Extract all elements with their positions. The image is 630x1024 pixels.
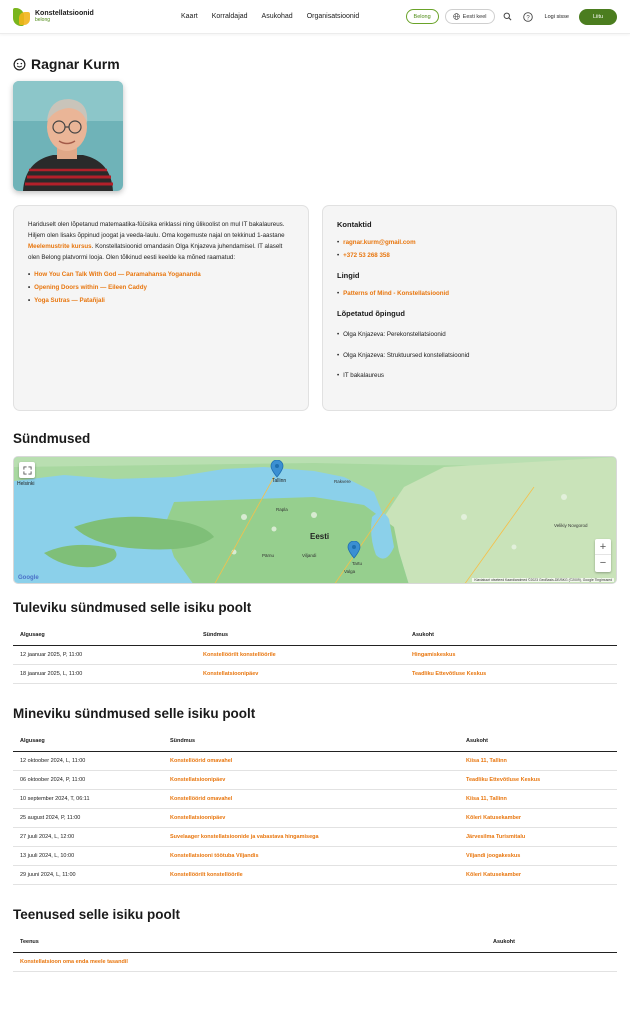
event-date: 06 oktoober 2024, P, 11:00 <box>13 771 163 790</box>
zoom-out-button[interactable]: − <box>599 557 607 569</box>
globe-icon <box>453 13 460 20</box>
studies-list <box>337 325 602 386</box>
location-link[interactable]: Järvesilma Turismitalu <box>459 828 617 847</box>
main-nav <box>181 13 359 20</box>
events-map[interactable] <box>13 456 617 584</box>
nav-item-organisatsioonid[interactable]: Organisatsioonid <box>306 13 360 20</box>
map-attribution[interactable]: Klaviatuuri otseteed Kaardiandmed ©2023 GeoBasis-DE/BKG (©2009), Google Tingimused <box>474 578 612 582</box>
event-date: 12 jaanuar 2025, P, 11:00 <box>13 646 196 665</box>
table-row <box>13 828 617 847</box>
bio-text <box>28 220 294 263</box>
column-header: Algusaeg <box>13 731 163 752</box>
book-link[interactable]: • How You Can Talk With God — Paramahansa Yogananda <box>28 268 294 281</box>
contacts-list <box>337 236 602 262</box>
logo-name: Konstellatsioonid <box>35 9 94 17</box>
column-header: Teenus <box>13 932 486 953</box>
event-link[interactable]: Suvelaager konstellatsioonide ja vabastava hingamisega <box>163 828 459 847</box>
column-header: Asukoht <box>405 625 617 646</box>
event-link[interactable]: Konstellatsiooni töötuba Viljandis <box>163 847 459 866</box>
external-link[interactable]: Patterns of Mind - Konstellatsioonid <box>343 290 450 298</box>
map-label: Helsinki <box>17 481 35 487</box>
event-date: 12 oktoober 2024, L, 11:00 <box>13 752 163 771</box>
column-header: Sündmus <box>196 625 405 646</box>
bio-text-part-1: Hariduselt olen lõpetanud matemaatika-füüsika eriklassi ning ülikoolist on mul IT bakalaureus. Hiljem olen lisaks õppinud joogat ja veeda-laulu. Oma kogemuste najal on tekkinud 1-aastane <box>28 221 285 239</box>
nav-item-asukohad[interactable]: Asukohad <box>261 13 293 20</box>
event-link[interactable]: Konstellöörid omavahel <box>163 752 459 771</box>
event-link[interactable]: Konstellatsioonipäev <box>163 809 459 828</box>
page-title: Ragnar Kurm <box>31 56 120 72</box>
past-events-heading: Mineviku sündmused selle isiku poolt <box>13 706 256 721</box>
book-list <box>28 268 294 307</box>
table-row <box>13 809 617 828</box>
map-label: Rapla <box>276 507 288 512</box>
bio-card <box>13 205 309 411</box>
table-row <box>13 790 617 809</box>
map-marker-icon[interactable] <box>347 541 361 559</box>
links-heading: Lingid <box>337 271 360 281</box>
search-icon <box>503 12 512 21</box>
nav-item-kaart[interactable]: Kaart <box>181 13 198 20</box>
help-button[interactable] <box>521 10 535 24</box>
event-date: 25 august 2024, P, 11:00 <box>13 809 163 828</box>
avatar <box>13 81 123 191</box>
table-row <box>13 953 617 972</box>
language-button[interactable] <box>445 9 495 24</box>
event-date: 18 jaanuar 2025, L, 11:00 <box>13 665 196 684</box>
event-link[interactable]: Konstellöörid omavahel <box>163 790 459 809</box>
logo-sub: belong <box>35 16 51 23</box>
profile-title-row <box>13 56 617 72</box>
event-link[interactable]: Konstellöörilt konstellöörile <box>196 646 405 665</box>
phone-link[interactable]: +372 53 268 358 <box>343 252 390 260</box>
map-label: Viljandi <box>302 553 317 558</box>
event-date: 27 juuli 2024, L, 12:00 <box>13 828 163 847</box>
map-label: Valga <box>344 569 356 574</box>
column-header: Algusaeg <box>13 625 196 646</box>
location-link[interactable]: Kiisa 11, Tallinn <box>459 790 617 809</box>
language-label: Eesti keel <box>462 13 487 20</box>
studies-heading: Lõpetatud õpingud <box>337 309 405 319</box>
map-label: Pärnu <box>262 553 275 558</box>
location-link[interactable]: Kõleri Katusekamber <box>459 866 617 885</box>
top-header <box>0 0 630 34</box>
location-link[interactable]: Teadliku Ettevõtluse Keskus <box>459 771 617 790</box>
map-label: Tartu <box>352 561 363 566</box>
map-label: Velikiy Novgorod <box>554 523 588 528</box>
services-heading: Teenused selle isiku poolt <box>13 907 181 922</box>
past-events-table <box>13 731 617 885</box>
table-row <box>13 866 617 885</box>
search-button[interactable] <box>501 10 515 24</box>
table-row <box>13 771 617 790</box>
event-link[interactable]: Konstellatsioonipäev <box>163 771 459 790</box>
column-header: Asukoht <box>459 731 617 752</box>
service-location <box>486 953 617 972</box>
logo-mark-icon <box>13 7 31 27</box>
future-events-heading: Tuleviku sündmused selle isiku poolt <box>13 600 252 615</box>
links-list <box>337 287 602 300</box>
location-link[interactable]: Kiisa 11, Tallinn <box>459 752 617 771</box>
nav-item-korraldajad[interactable]: Korraldajad <box>211 13 248 20</box>
bio-course-link[interactable]: Meelemustrite kursus <box>28 242 92 250</box>
fullscreen-button[interactable] <box>19 462 35 478</box>
location-link[interactable]: Viljandi joogakeskus <box>459 847 617 866</box>
zoom-in-button[interactable]: + <box>595 539 611 555</box>
location-link[interactable]: Hingamiskeskus <box>405 646 617 665</box>
events-heading: Sündmused <box>13 431 91 446</box>
location-link[interactable]: Teadliku Ettevõtluse Keskus <box>405 665 617 684</box>
map-label: Rakvere <box>334 479 351 484</box>
belong-button[interactable]: Belong <box>406 9 439 24</box>
svg-text:?: ? <box>525 14 530 21</box>
event-date: 10 september 2024, T, 06:11 <box>13 790 163 809</box>
event-date: 29 juuni 2024, L, 11:00 <box>13 866 163 885</box>
google-logo: Google <box>18 575 39 581</box>
event-date: 13 juuli 2024, L, 10:00 <box>13 847 163 866</box>
fullscreen-icon <box>23 466 32 475</box>
help-icon <box>523 12 533 22</box>
book-link[interactable]: • Yoga Sutras — Patañjali <box>28 294 294 307</box>
table-row <box>13 752 617 771</box>
column-header: Sündmus <box>163 731 459 752</box>
study-item: • Olga Knjazeva: Struktuursed konstellatsioonid <box>337 346 602 366</box>
table-row <box>13 646 617 665</box>
map-marker-icon[interactable] <box>270 460 284 478</box>
map-label: Eesti <box>310 532 330 541</box>
service-link[interactable]: Konstellatsioon oma enda meele tasandil <box>13 953 486 972</box>
logo[interactable] <box>13 7 163 27</box>
join-button[interactable]: Liitu <box>579 9 617 25</box>
login-link[interactable]: Logi sisse <box>544 13 569 20</box>
table-row <box>13 665 617 684</box>
future-events-table <box>13 625 617 684</box>
book-link[interactable]: • Opening Doors within — Eileen Caddy <box>28 281 294 294</box>
column-header: Asukoht <box>486 932 617 953</box>
table-row <box>13 847 617 866</box>
study-item: • IT bakalaureus <box>337 366 602 386</box>
services-table <box>13 932 617 972</box>
map-label: Tallinn <box>272 478 287 484</box>
smile-icon <box>13 58 26 71</box>
event-link[interactable]: Konstellöörilt konstellöörile <box>163 866 459 885</box>
email-link[interactable]: ragnar.kurm@gmail.com <box>343 239 416 246</box>
bio-text-part-2: . Konstellatsioonid omandasin Olga Knjazeva juhendamisel. IT alaselt olen Belong platvormi looja. Olen tõlkinud eesti keelde ka mõned raamatud: <box>28 242 283 261</box>
contacts-heading: Kontaktid <box>337 220 372 229</box>
event-link[interactable]: Konstellatsioonipäev <box>196 665 405 684</box>
study-item: • Olga Knjazeva: Perekonstellatsioonid <box>337 325 602 345</box>
zoom-controls <box>595 539 611 572</box>
info-card <box>322 205 617 411</box>
location-link[interactable]: Kõleri Katusekamber <box>459 809 617 828</box>
